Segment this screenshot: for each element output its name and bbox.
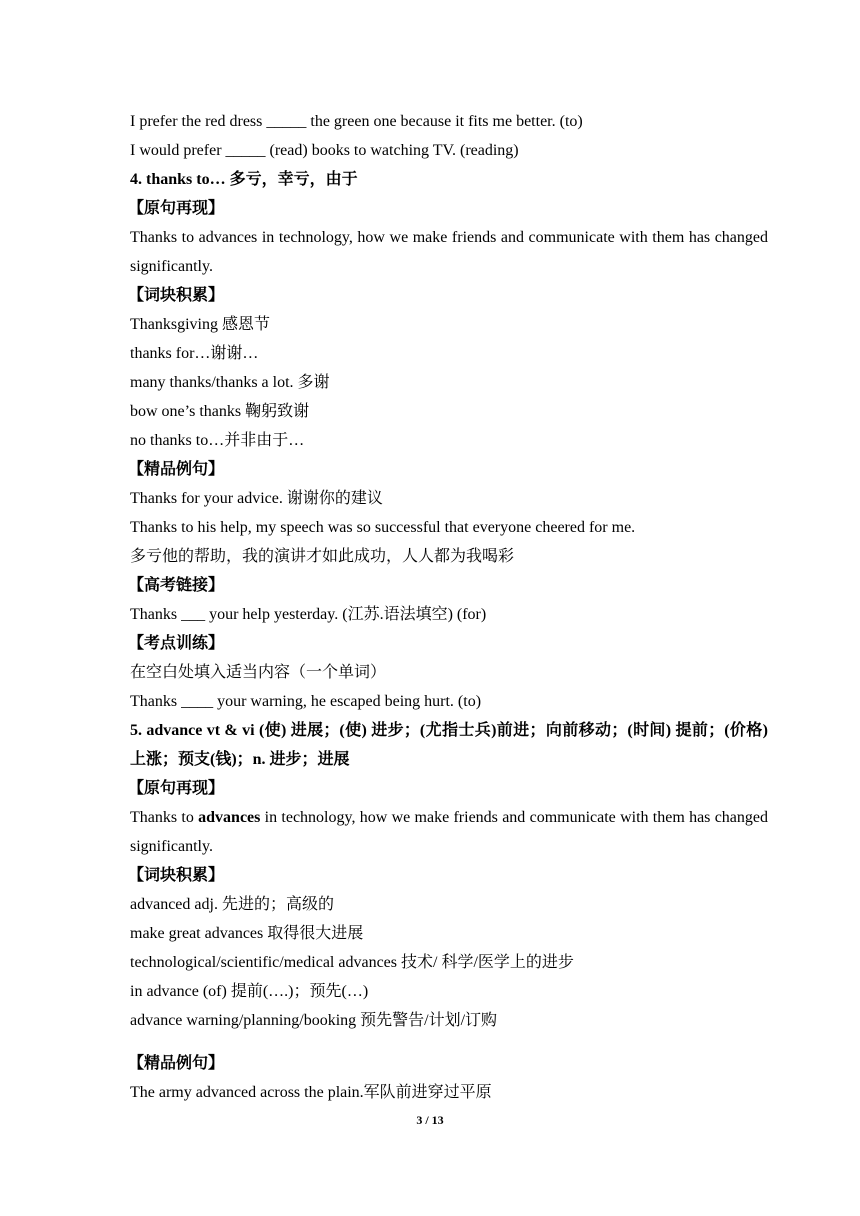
entry-thanks-to-title: 4. thanks to… 多亏，幸亏，由于 — [130, 171, 358, 188]
example-thanks-help: Thanks to his help, my speech was so successful that everyone cheered for me. — [130, 519, 636, 536]
phrase-make-great-advances: make great advances 取得很大进展 — [130, 925, 364, 942]
section-example-sentences: 【精品例句】 — [128, 461, 225, 478]
section-original-sentence: 【原句再现】 — [128, 200, 225, 217]
example-army-advanced: The army advanced across the plain.军队前进穿过平原 — [130, 1084, 492, 1101]
original-sentence-advances — [130, 803, 768, 861]
sentence-prefer-read: I would prefer _____ (read) books to watching TV. (reading) — [130, 142, 519, 159]
phrase-thanksgiving: Thanksgiving 感恩节 — [130, 316, 270, 333]
original-sentence-thanks: Thanks to advances in technology, how we make friends and communicate with them has changed significantly. — [130, 229, 768, 275]
example-thanks-help-translation: 多亏他的帮助，我的演讲才如此成功，人人都为我喝彩 — [130, 548, 515, 565]
exam-link-sentence: Thanks ___ your help yesterday. (江苏.语法填空) (for) — [130, 606, 487, 623]
sentence-prefer-dress: I prefer the red dress _____ the green one because it fits me better. (to) — [130, 113, 583, 130]
phrase-no-thanks-to: no thanks to…并非由于… — [130, 432, 305, 449]
text-before: Thanks to — [130, 809, 199, 826]
phrase-thanks-for: thanks for…谢谢… — [130, 345, 259, 362]
phrase-technological-advances: technological/scientific/medical advances 技术/ 科学/医学上的进步 — [130, 954, 574, 971]
example-thanks-advice: Thanks for your advice. 谢谢你的建议 — [130, 490, 383, 507]
section-example-sentences-2: 【精品例句】 — [128, 1055, 225, 1072]
phrase-in-advance: in advance (of) 提前(….)；预先(…) — [130, 983, 369, 1000]
phrase-bow-thanks: bow one’s thanks 鞠躬致谢 — [130, 403, 310, 420]
page-content — [130, 107, 768, 1107]
gap — [130, 1035, 768, 1049]
phrase-advanced: advanced adj. 先进的；高级的 — [130, 896, 334, 913]
section-exam-link: 【高考链接】 — [128, 577, 225, 594]
phrase-many-thanks: many thanks/thanks a lot. 多谢 — [130, 374, 330, 391]
highlighted-word: advances — [198, 809, 261, 826]
practice-instruction: 在空白处填入适当内容（一个单词） — [130, 664, 387, 681]
section-original-sentence-2: 【原句再现】 — [128, 780, 225, 797]
section-practice: 【考点训练】 — [128, 635, 225, 652]
phrase-advance-warning: advance warning/planning/booking 预先警告/计划/订购 — [130, 1012, 498, 1029]
text-after: in technology, how we make friends and communicate with them has changed significantly. — [130, 809, 769, 855]
entry-advance-title: 5. advance vt & vi (使) 进展；(使) 进步；(尤指士兵)前进；向前移动；(时间) 提前；(价格)上涨；预支(钱)；n. 进步；进展 — [130, 722, 768, 768]
section-phrase-accumulation: 【词块积累】 — [128, 287, 225, 304]
practice-sentence: Thanks ____ your warning, he escaped being hurt. (to) — [130, 693, 482, 710]
section-phrase-accumulation-2: 【词块积累】 — [128, 867, 225, 884]
page-number: 3 / 13 — [416, 1113, 444, 1127]
